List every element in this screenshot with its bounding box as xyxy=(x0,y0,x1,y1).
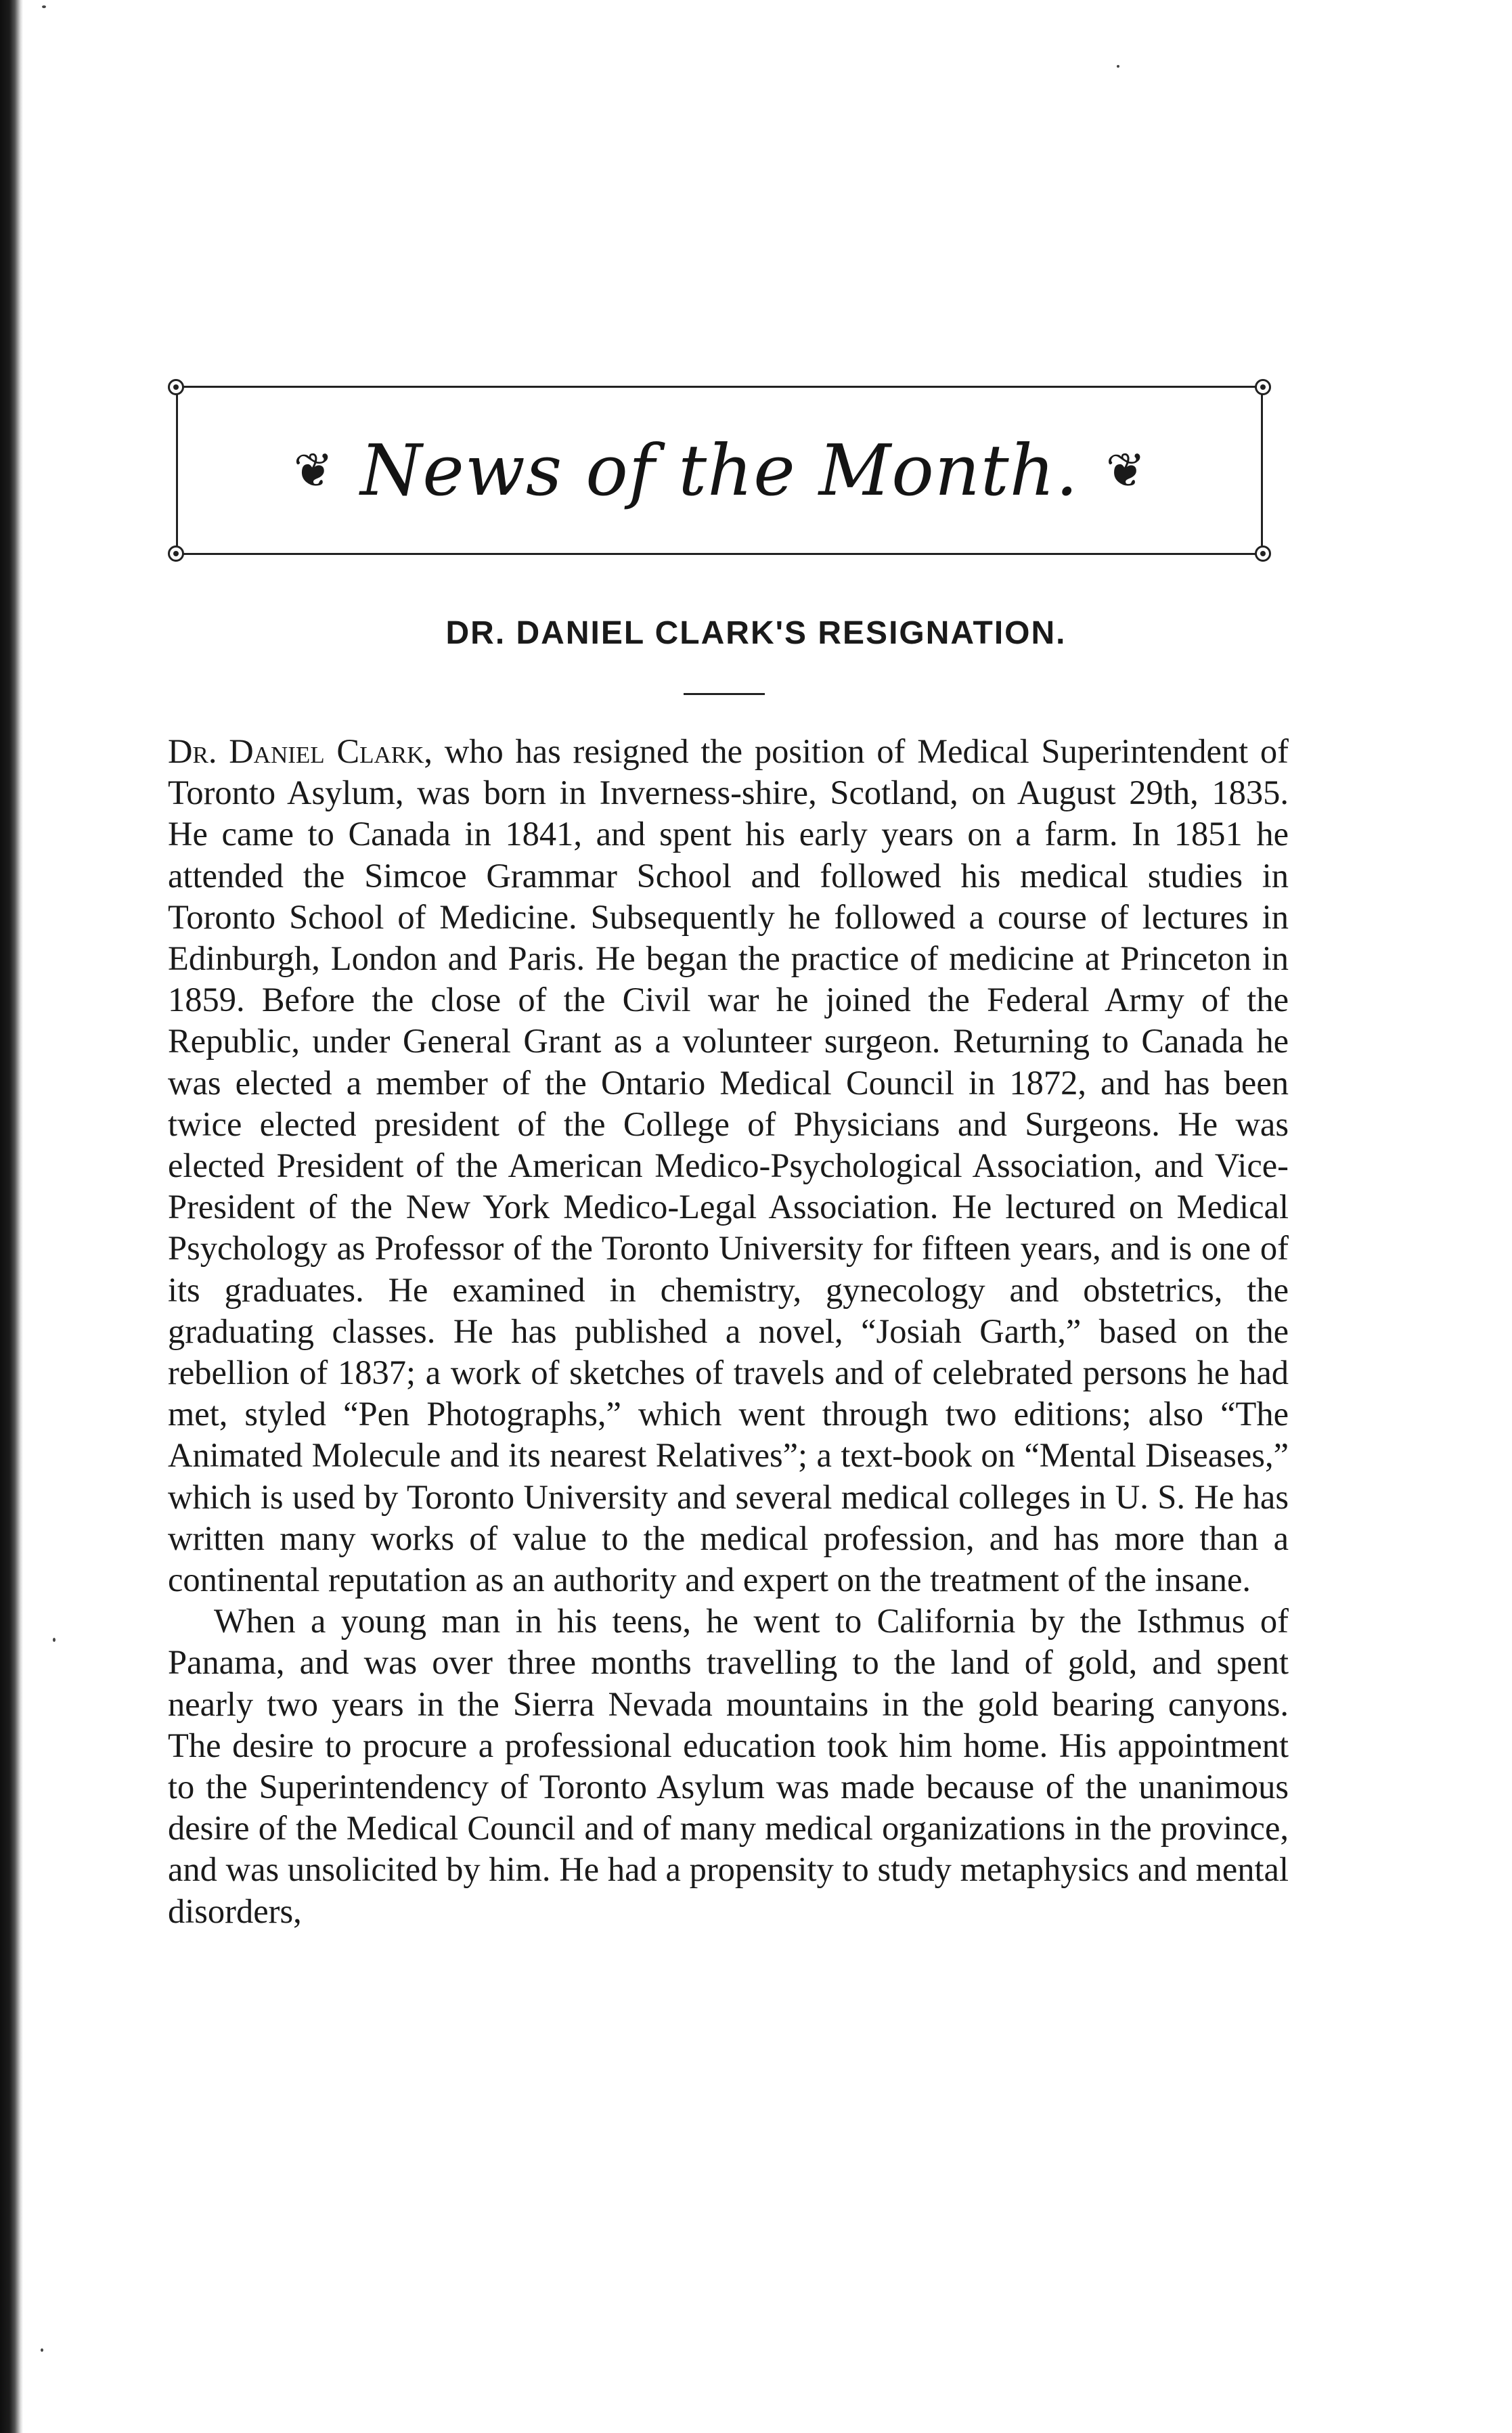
page-speck xyxy=(42,5,46,8)
article-title: DR. DANIEL CLARK'S RESIGNATION. xyxy=(445,615,1067,651)
lead-name: Dr. Daniel Clark, xyxy=(168,732,432,770)
page-speck xyxy=(53,1638,55,1642)
fleuron-right-icon: ❦ xyxy=(1105,443,1146,498)
article-body xyxy=(168,731,1289,1932)
banner-bottom-rule xyxy=(177,553,1262,555)
article-paragraph: When a young man in his teens, he went to California by the Isthmus of Panama, and was over three months travelling to the land of gold, and spent nearly two years in the Sierra Nevada mountains in the gold bearing canyons. The desire to procure a professional education took him home. His appointment to the Superintendency of Toronto Asylum was made because of the unanimous desire of the Medical Council and of many medical organizations in the province, and was unsolicited by him. He had a propensity to study metaphysics and mental disorders, xyxy=(168,1602,1289,1930)
paragraph-text: who has resigned the position of Medical Superintendent of Toronto Asylum, was born in Inverness-shire, Scotland, on August 29th, 1835. He came to Canada in 1841, and spent his early years on a farm. In 1851 he attended the Simcoe Grammar School and followed his medical studies in Toronto School of Medicine. Subsequently he followed a course of lectures in Edinburgh, London and Paris. He began the practice of medicine at Princeton in 1859. Before the close of the Civil war he joined the Federal Army of the Republic, under General Grant as a volunteer surgeon. Returning to Canada he was elected a member of the Ontario Medical Council in 1872, and has been twice elected president of the College of Physicians and Surgeons. He was elected President of the American Medico-Psychological Association, and Vice-President of the New York Medico-Legal Association. He lectured on Medical Psychology as Professor of the Toronto University for fifteen years, and is one of its graduates. He examined in chemistry, gynecology and obstetrics, the graduating classes. He has published a novel, “Josiah Garth,” based on the rebellion of 1837; a work of sketches of travels and of celebrated persons he had met, styled “Pen Photographs,” which went through two editions; also “The Animated Molecule and its nearest Relatives”; a text-book on “Mental Diseases,” which is used by Toronto University and several medical colleges in U. S. He has written many works of value to the medical profession, and has more than a continental reputation as an authority and expert on the treatment of the insane. xyxy=(168,732,1289,1599)
banner-corner-ornament xyxy=(1255,545,1271,562)
section-heading: News of the Month. xyxy=(360,429,1079,512)
section-banner xyxy=(168,379,1271,562)
banner-top-rule xyxy=(177,386,1262,388)
banner-corner-ornament xyxy=(168,379,184,395)
banner-corner-ornament xyxy=(1255,379,1271,395)
page-binding-edge xyxy=(0,0,23,2433)
banner-corner-ornament xyxy=(168,545,184,562)
article-paragraph xyxy=(168,731,1289,1601)
page-speck xyxy=(1117,65,1119,68)
page-speck xyxy=(41,2348,43,2352)
banner-heading-row xyxy=(168,426,1271,514)
fleuron-left-icon: ❦ xyxy=(293,443,334,498)
title-divider xyxy=(684,693,765,695)
